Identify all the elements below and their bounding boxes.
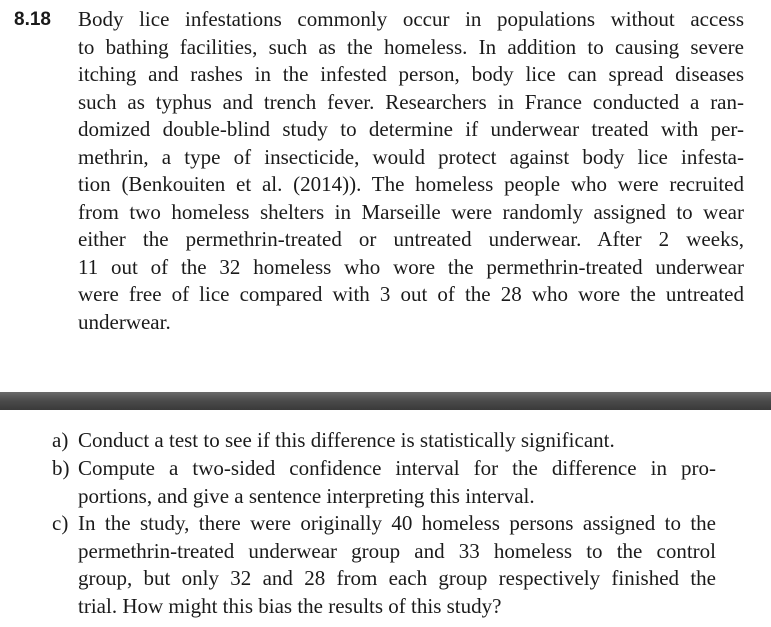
- question-c-text: permethrin-treated underwear group and 33 homeless to the control: [78, 538, 716, 563]
- question-c-text: In the study, there were originally 40 homeless persons assigned to the: [78, 511, 716, 535]
- question-letter-b: b): [52, 456, 70, 480]
- problem-text-line: from two homeless shelters in Marseille were randomly assigned to wear: [78, 199, 744, 224]
- problem-text-line: itching and rashes in the infested person, body lice can spread diseases: [78, 62, 744, 86]
- problem-text-line: either the permethrin-treated or untreated underwear. After 2 weeks,: [78, 227, 744, 251]
- question-letter-c: c): [52, 511, 69, 535]
- question-b-text: portions, and give a sentence interpreting this interval.: [78, 483, 535, 508]
- problem-number: 8.18: [14, 9, 51, 30]
- problem-text-line: 11 out of the 32 homeless who wore the permethrin-treated underwear: [78, 254, 744, 279]
- section-divider: [0, 392, 771, 410]
- question-c-text: trial. How might this bias the results of this study?: [78, 593, 502, 618]
- question-b-text: Compute a two-sided confidence interval for the difference in pro-: [78, 456, 716, 480]
- question-c-text: group, but only 32 and 28 from each group respectively finished the: [78, 566, 716, 590]
- problem-text-line: underwear.: [78, 309, 171, 334]
- problem-text-line: were free of lice compared with 3 out of the 28 who wore the untreated: [78, 282, 744, 306]
- problem-text-line: such as typhus and trench fever. Researchers in France conducted a ran-: [78, 89, 744, 114]
- problem-text-line: Body lice infestations commonly occur in populations without access: [78, 7, 744, 31]
- problem-text-line: tion (Benkouiten et al. (2014)). The homeless people who were recruited: [78, 172, 744, 196]
- problem-text-line: domized double-blind study to determine if underwear treated with per-: [78, 117, 744, 141]
- question-a-text: Conduct a test to see if this difference is statistically significant.: [78, 428, 615, 452]
- problem-text-line: to bathing facilities, such as the homeless. In addition to causing severe: [78, 34, 744, 59]
- problem-text-line: methrin, a type of insecticide, would protect against body lice infesta-: [78, 144, 744, 169]
- question-letter-a: a): [52, 428, 69, 452]
